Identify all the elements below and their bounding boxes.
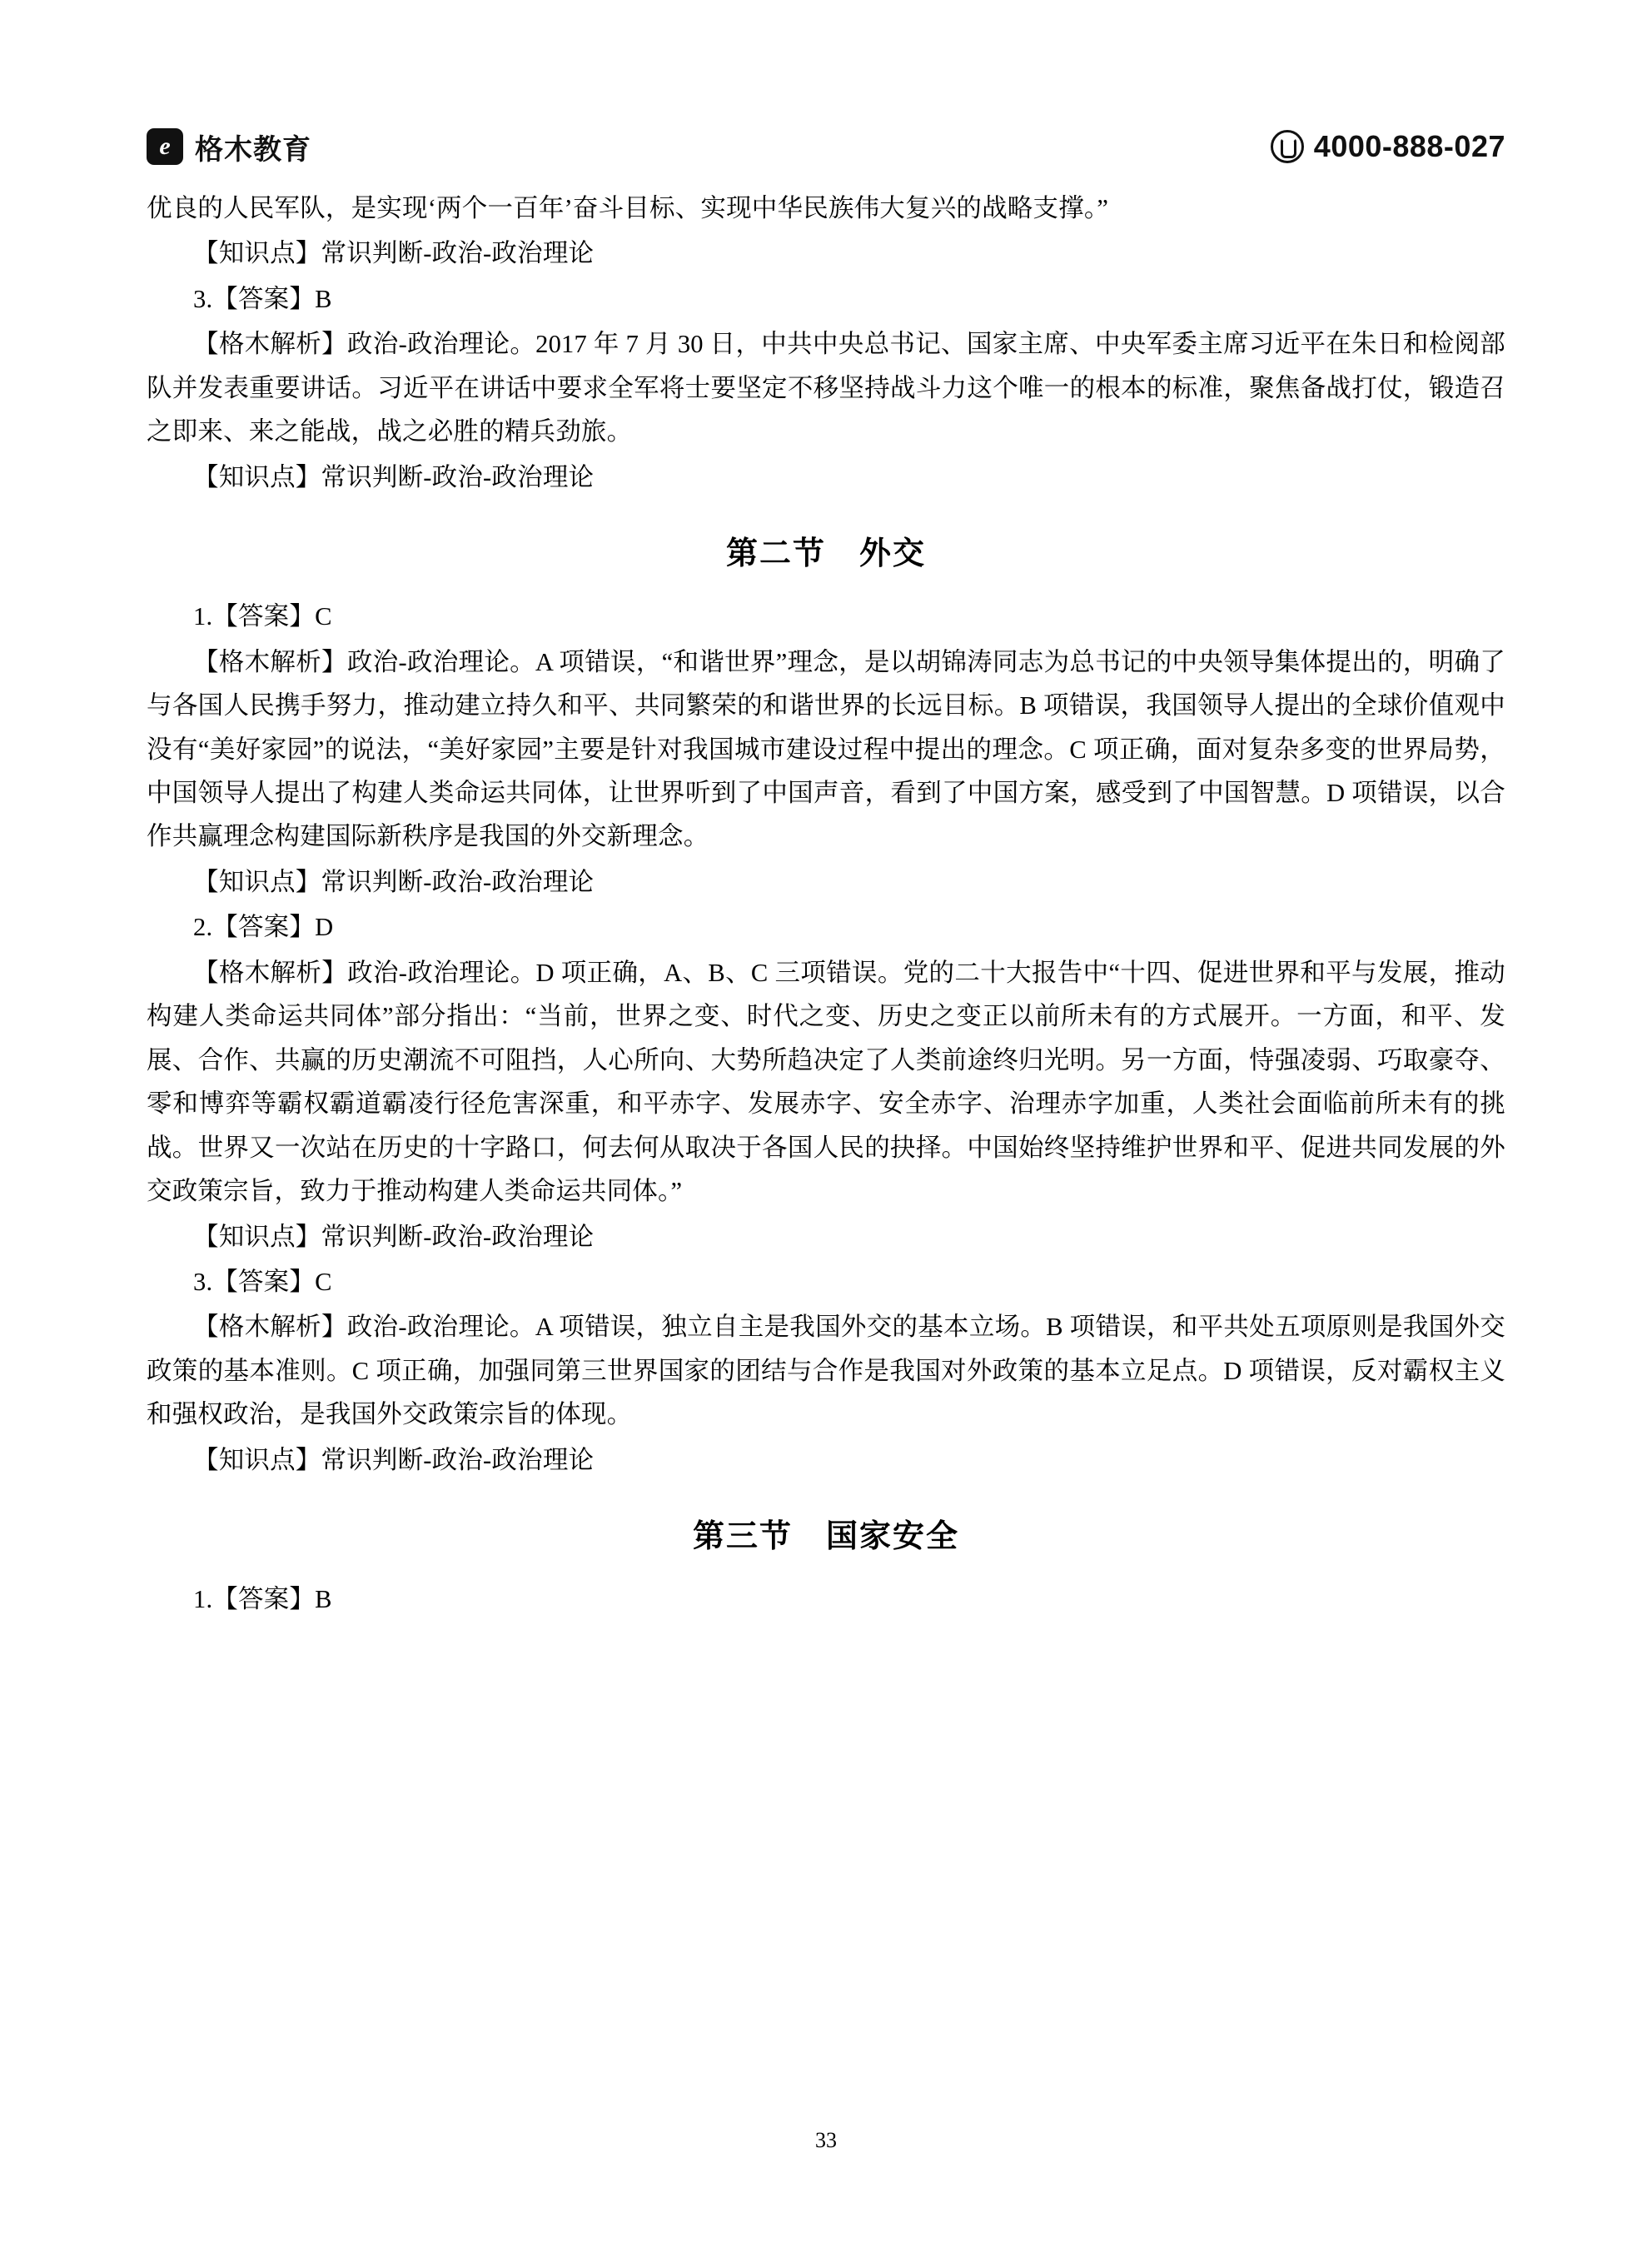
- section-label: 第二节: [725, 536, 826, 572]
- phone-number: 4000-888-027: [1313, 129, 1505, 163]
- contact-phone: [1271, 129, 1505, 164]
- paragraph-answer: 2.【答案】D: [193, 913, 334, 942]
- page-header: [147, 107, 1505, 187]
- brand-logo: [147, 127, 311, 167]
- section-heading-national-security: [147, 1510, 1505, 1556]
- phone-icon: [1271, 130, 1304, 163]
- section-title-text: 国家安全: [826, 1519, 960, 1555]
- paragraph-answer: 3.【答案】C: [193, 1267, 332, 1296]
- paragraph-top-continuation: 优良的人民军队，是实现‘两个一百年’奋斗目标、实现中华民族伟大复兴的战略支撑。”: [147, 194, 1109, 222]
- paragraph-answer: 1.【答案】B: [193, 1585, 332, 1614]
- paragraph-analysis: 【格木解析】政治-政治理论。2017 年 7 月 30 日，中共中央总书记、国家主席、中央军委主席习近平在朱日和检阅部队并发表重要讲话。习近平在讲话中要求全军将士要坚定不移坚持战斗力这个唯一的根本的标准，聚焦备战打仗，锻造召之即来、来之能战，战之必胜的精兵劲旅。: [147, 330, 1505, 446]
- logo-text: 格木教育: [195, 133, 311, 166]
- paragraph-knowledge-point: 【知识点】常识判断-政治-政治理论: [193, 1445, 595, 1474]
- paragraph-answer: 3.【答案】B: [193, 284, 332, 313]
- paragraph-analysis: 【格木解析】政治-政治理论。A 项错误，独立自主是我国外交的基本立场。B 项错误，和平共处五项原则是我国外交政策的基本准则。C 项正确，加强同第三世界国家的团结与合作是我国对外政策的基本立足点。D 项错误，反对霸权主义和强权政治，是我国外交政策宗旨的体现。: [147, 1313, 1505, 1429]
- paragraph-analysis: 【格木解析】政治-政治理论。D 项正确，A、B、C 三项错误。党的二十大报告中“十四、促进世界和平与发展，推动构建人类命运共同体”部分指出：“当前，世界之变、时代之变、历史之变正以前所未有的方式展开。一方面，和平、发展、合作、共赢的历史潮流不可阻挡，人心所向、大势所趋决定了人类前途终归光明。另一方面，恃强凌弱、巧取豪夺、零和博弈等霸权霸道霸凌行径危害深重，和平赤字、发展赤字、安全赤字、治理赤字加重，人类社会面临前所未有的挑战。世界又一次站在历史的十字路口，何去何从取决于各国人民的抉择。中国始终坚持维护世界和平、促进共同发展的外交政策宗旨，致力于推动构建人类命运共同体。”: [147, 958, 1505, 1206]
- paragraph-answer: 1.【答案】C: [193, 602, 332, 631]
- section-label: 第三节: [692, 1519, 793, 1555]
- paragraph-analysis: 【格木解析】政治-政治理论。A 项错误，“和谐世界”理念，是以胡锦涛同志为总书记的中央领导集体提出的，明确了与各国人民携手努力，推动建立持久和平、共同繁荣的和谐世界的长远目标。B 项错误，我国领导人提出的全球价值观中没有“美好家园”的说法，“美好家园”主要是针对我国城市建设过程中提出的理念。C 项正确，面对复杂多变的世界局势，中国领导人提出了构建人类命运共同体，让世界听到了中国声音，看到了中国方案，感受到了中国智慧。D 项错误，以合作共赢理念构建国际新秩序是我国的外交新理念。: [147, 647, 1505, 851]
- logo-mark-icon: e: [147, 128, 183, 165]
- paragraph-knowledge-point: 【知识点】常识判断-政治-政治理论: [193, 239, 595, 268]
- paragraph-knowledge-point: 【知识点】常识判断-政治-政治理论: [193, 462, 595, 491]
- paragraph-knowledge-point: 【知识点】常识判断-政治-政治理论: [193, 1222, 595, 1251]
- page-content: [147, 0, 1505, 1623]
- paragraph-knowledge-point: 【知识点】常识判断-政治-政治理论: [193, 867, 595, 896]
- page-number: 33: [815, 2128, 837, 2152]
- section-heading-diplomacy: [147, 527, 1505, 573]
- section-title-text: 外交: [859, 536, 927, 572]
